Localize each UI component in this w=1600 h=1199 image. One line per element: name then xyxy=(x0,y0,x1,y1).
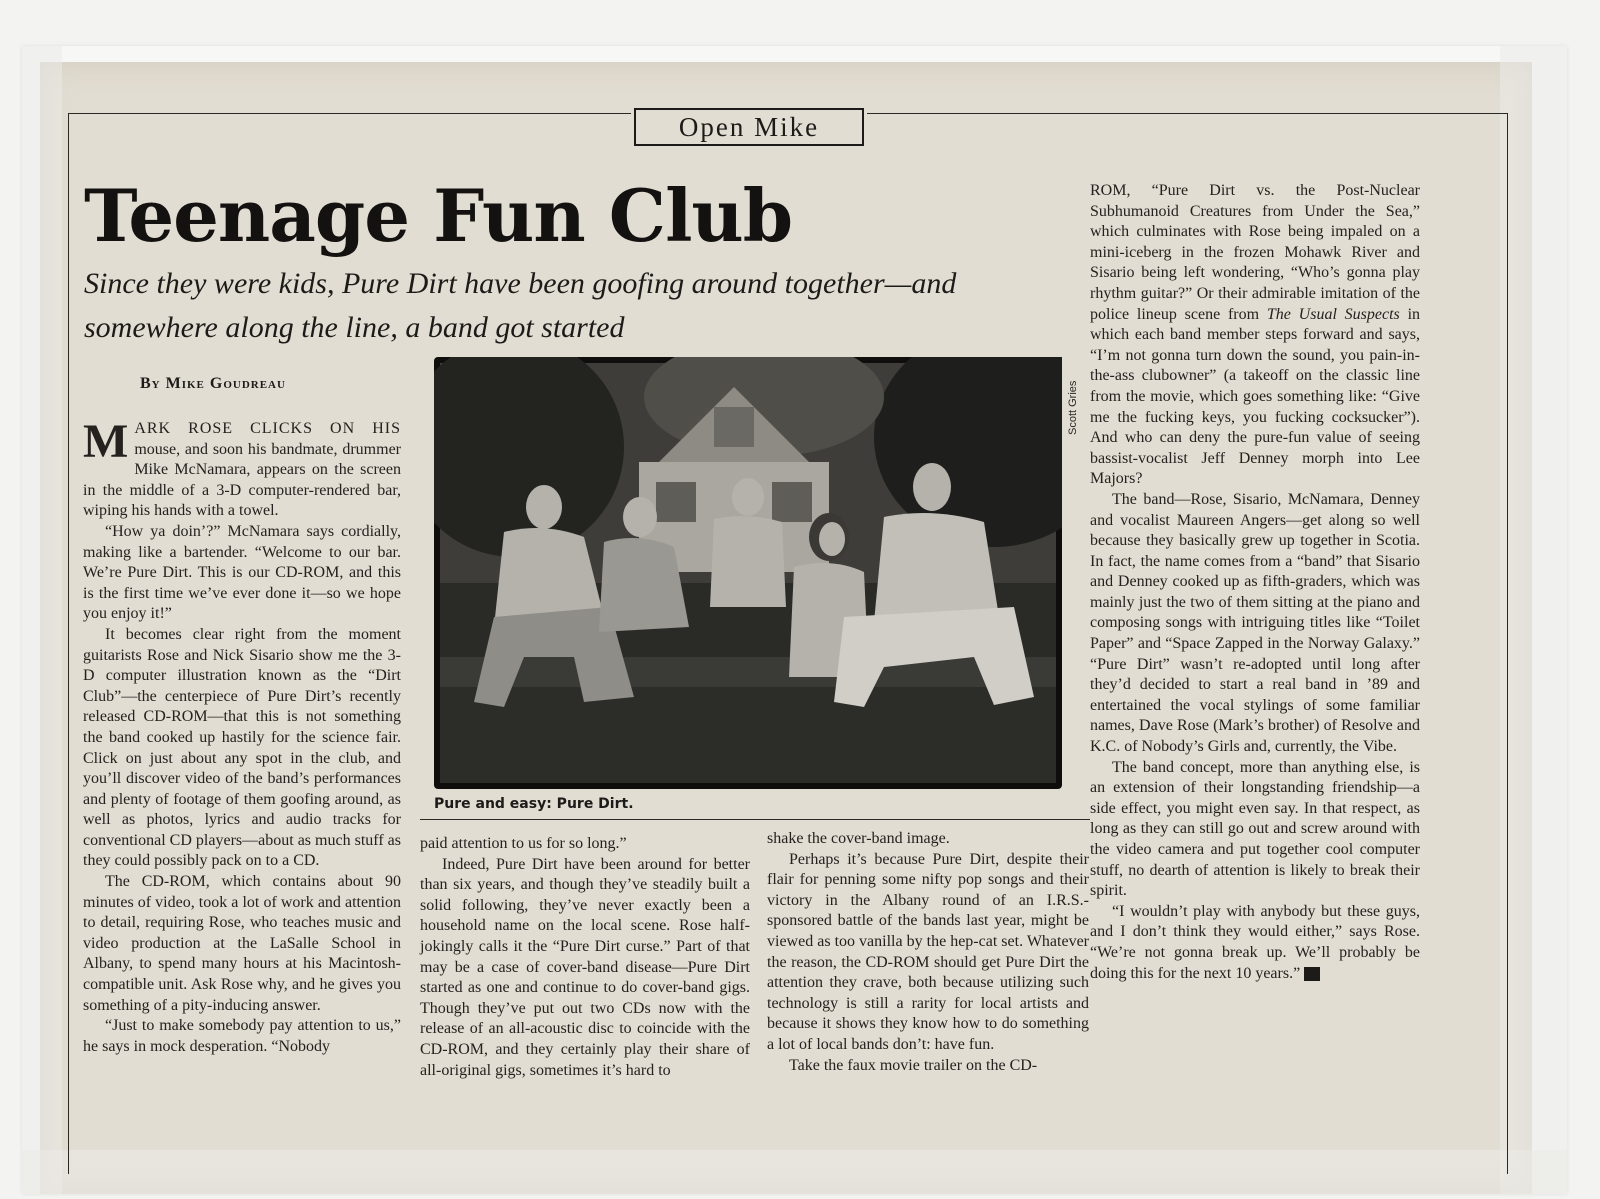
lead-in: ARK ROSE CLICKS ON HIS xyxy=(134,420,401,437)
drop-cap: M xyxy=(83,415,129,468)
article-paragraph xyxy=(1090,181,1420,490)
lead-paragraph-text: mouse, and soon his bandmate, drummer Mike McNamara, appears on the screen in the middle of a 3-D computer-rendered bar, wiping his hands with a towel. xyxy=(83,440,401,520)
article-paragraph: Take the faux movie trailer on the CD- xyxy=(789,1056,1038,1074)
article-column-2 xyxy=(420,834,750,1081)
article-paragraph: Perhaps it’s because Pure Dirt, despite their flair for penning some nifty pop songs and their victory in the Albany round of an I.R.S.-sponsored battle of the bands last year, might be viewed as too vanilla by the hep-cat set. Whatever the reason, the CD-ROM should get Pure Dirt the attention they crave, both because utilizing such technology is still a rarity for local artists and because it shows they know how to do something a lot of local bands don’t: have fun. xyxy=(767,850,1089,1053)
article-column-3 xyxy=(767,829,1089,1076)
article-column-1 xyxy=(83,415,401,1057)
tape-left xyxy=(22,46,62,1194)
article-paragraph: “How ya doin’?” McNamara says cordially, making like a bartender. “Welcome to our bar. We’re Pure Dirt. This is our CD-ROM, and this is the first time we’ve ever done it—so we hope you enjoy it!” xyxy=(83,522,401,623)
closing-paragraph-text: “I wouldn’t play with anybody but these guys, and I don’t think they would either,” says Rose. “We’re not gonna break up. We’ll probably be doing this for the next 10 years.” xyxy=(1090,902,1420,982)
article-paragraph: paid attention to us for so long.” xyxy=(420,835,627,852)
article-paragraph: The band concept, more than anything else, is an extension of their longstanding friendship—a side effect, you might even say. In that respect, as long as they can still go out and screw around with the video camera and put together cool computer stuff, no dearth of attention is likely to break their spirit. xyxy=(1090,758,1420,900)
column-label xyxy=(631,105,867,149)
article-column-4 xyxy=(1090,181,1420,984)
band-photo-image xyxy=(434,357,1062,789)
article-paragraph: It becomes clear right from the moment guitarists Rose and Nick Sisario show me the 3-D computer illustration known as the “Dirt Club”—the centerpiece of Pure Dirt’s recently released CD-ROM—that this is not something the band cooked up hastily for the science fair. Click on just about any spot in the club, and you’ll discover video of the band’s performances and plenty of footage of them goofing around, as well as photos, lyrics and audio tracks for conventional CD players—about as much stuff as they could possibly pack on to a CD. xyxy=(83,625,401,870)
headline: Teenage Fun Club xyxy=(84,173,793,258)
paragraph-text: in which each band member steps forward and says, “I’m not gonna turn down the sound, you pain-in-the-ass clubowner” (a takeoff on the classic line from the movie, which goes something like: “Give me the fucking keys, you fucking cocksucker”). And who can deny the pure-fun value of seeing bassist-vocalist Jeff Denney morph into Lee Majors? xyxy=(1090,305,1421,488)
photo-credit: Scott Gries xyxy=(1067,380,1079,435)
byline: By Mike Goudreau xyxy=(140,375,286,392)
film-title: The Usual Suspects xyxy=(1266,305,1400,323)
article-paragraph: The band—Rose, Sisario, McNamara, Denney and vocalist Maureen Angers—get along so well because they basically grew up together in Scotia. In fact, the name comes from a “band” that Sisario and Denney cooked up as fifth-graders, which was mainly just the two of them sitting at the piano and composing songs with intriguing titles like “Toilet Paper” and “Space Zapped in the Norway Galaxy.” “Pure Dirt” wasn’t re-adopted until long after they’d decided to start a real band in ’89 and entertained the vocal stylings of some familiar names, Dave Rose (Mark’s brother) of Resolve and K.C. of Nobody’s Girls and, currently, the Vibe. xyxy=(1090,490,1420,756)
end-mark: M xyxy=(1304,967,1320,981)
article-paragraph: The CD-ROM, which contains about 90 minutes of video, took a lot of work and attention to detail, requiring Rose, who teaches music and video production at the LaSalle School in Albany, to spend many hours at his Macintosh-compatible unit. Ask Rose why, and he gives you something of a pity-inducing answer. xyxy=(83,873,401,1014)
tape-right xyxy=(1500,46,1567,1194)
article-paragraph: shake the cover-band image. xyxy=(767,830,950,847)
deck: Since they were kids, Pure Dirt have been goofing around together—and somewhere along the line, a band got started xyxy=(84,267,957,344)
photo-caption: Pure and easy: Pure Dirt. xyxy=(434,796,634,812)
paragraph-text: ROM, “Pure Dirt vs. the Post-Nuclear Subhumanoid Creatures from Under the Sea,” which culminates with Rose being impaled on a mini-iceberg in the frozen Mohawk River and Sisario being left wondering, “Who’s gonna play rhythm guitar?” Or their admirable imitation of the police lineup scene from xyxy=(1090,182,1420,323)
article-paragraph xyxy=(1090,902,1420,984)
article-paragraph: Indeed, Pure Dirt have been around for better than six years, and though they’ve steadily built a solid following, they’ve never exactly been a household name on the local scene. Rose half-jokingly calls it the “Pure Dirt curse.” Part of that may be a case of cover-band disease—Pure Dirt started as one and continue to do cover-band gigs. Though they’ve put out two CDs now with the release of an all-acoustic disc to coincide with the CD-ROM, and they certainly play their share of all-original gigs, sometimes it’s hard to xyxy=(420,855,750,1079)
article-paragraph xyxy=(83,415,401,522)
band-photo xyxy=(434,357,1062,789)
column-label-text: Open Mike xyxy=(634,108,864,146)
column-rule xyxy=(420,819,1090,820)
article-paragraph: “Just to make somebody pay attention to us,” he says in mock desperation. “Nobody xyxy=(83,1017,401,1055)
